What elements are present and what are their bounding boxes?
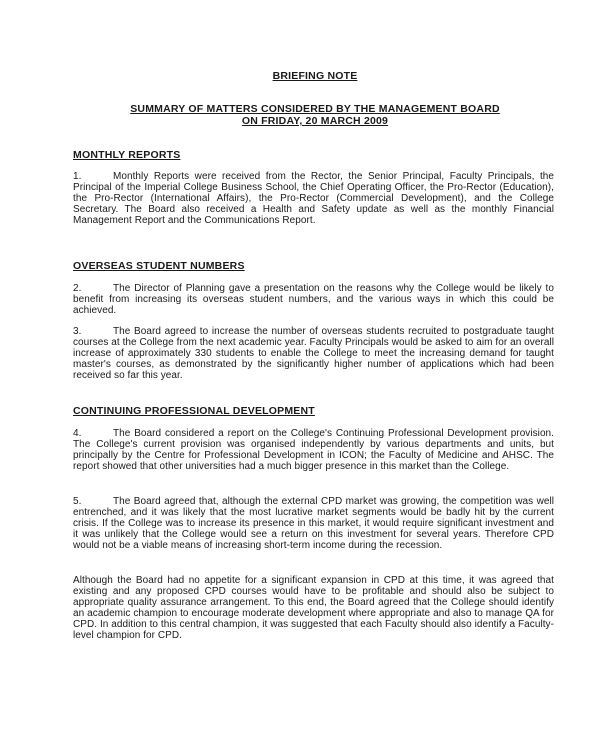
document-title: BRIEFING NOTE — [272, 70, 358, 82]
paragraph-number: 1. — [73, 171, 82, 182]
paragraph-text: The Board considered a report on the College's Continuing Professional Development provision. The College's current provision was organised independently by various departments and units, but principally by the Centre for Professional Development in ICON; the Faculty of Medicine and AHSC. The report showed that other universities had a much bigger presence in this market than the College. — [73, 428, 554, 472]
paragraph-number: 2. — [73, 283, 82, 294]
section-heading-monthly-reports: MONTHLY REPORTS — [73, 149, 181, 161]
paragraph-5 — [73, 496, 554, 551]
section-heading-overseas-student-numbers: OVERSEAS STUDENT NUMBERS — [73, 260, 245, 272]
paragraph-text: The Board agreed to increase the number of overseas students recruited to postgraduate taught courses at the College from the next academic year. Faculty Principals would be asked to aim for an overall increase of approximately 330 students to enable the College to meet the increasing demand for taught master's courses, as demonstrated by the significantly higher number of applications which had been received so far this year. — [73, 326, 554, 381]
paragraph-text: The Director of Planning gave a presentation on the reasons why the College would be likely to benefit from increasing its overseas student numbers, and the various ways in which this could be achieved. — [73, 283, 554, 316]
section-heading-continuing-professional-development: CONTINUING PROFESSIONAL DEVELOPMENT — [73, 405, 315, 417]
paragraph-5-continued — [73, 575, 554, 641]
paragraph-text: Although the Board had no appetite for a significant expansion in CPD at this time, it was agreed that existing and any proposed CPD courses would have to be profitable and should also be subject to appropriate quality assurance arrangement. To this end, the Board agreed that the College should identify an academic champion to encourage moderate development where appropriate and also to manage QA for CPD. In addition to this central champion, it was suggested that each Faculty should also identify a Faculty-level champion for CPD. — [73, 575, 554, 641]
document-subtitle-line-2: ON FRIDAY, 20 MARCH 2009 — [241, 115, 389, 127]
paragraph-number: 4. — [73, 428, 82, 439]
paragraph-4 — [73, 428, 554, 472]
paragraph-text: Monthly Reports were received from the Rector, the Senior Principal, Faculty Principals, the Principal of the Imperial College Business School, the Chief Operating Officer, the Pro-Rector (Education), the Pro-Rector (International Affairs), the Pro-Rector (Commercial Development), and the College Secretary. The Board also received a Health and Safety update as well as the monthly Financial Management Report and the Communications Report. — [73, 171, 554, 226]
paragraph-text: The Board agreed that, although the external CPD market was growing, the competition was well entrenched, and it was likely that the most lucrative market segments would be badly hit by the current crisis. If the College was to increase its presence in this market, it would require significant investment and it was unlikely that the College would see a return on this investment for several years. Therefore CPD would not be a viable means of increasing short-term income during the recession. — [73, 496, 554, 551]
paragraph-2 — [73, 283, 554, 316]
paragraph-1 — [73, 171, 554, 226]
paragraph-number: 5. — [73, 496, 82, 507]
paragraph-3 — [73, 326, 554, 381]
paragraph-number: 3. — [73, 326, 82, 337]
document-subtitle-line-1: SUMMARY OF MATTERS CONSIDERED BY THE MANAGEMENT BOARD — [130, 103, 500, 115]
